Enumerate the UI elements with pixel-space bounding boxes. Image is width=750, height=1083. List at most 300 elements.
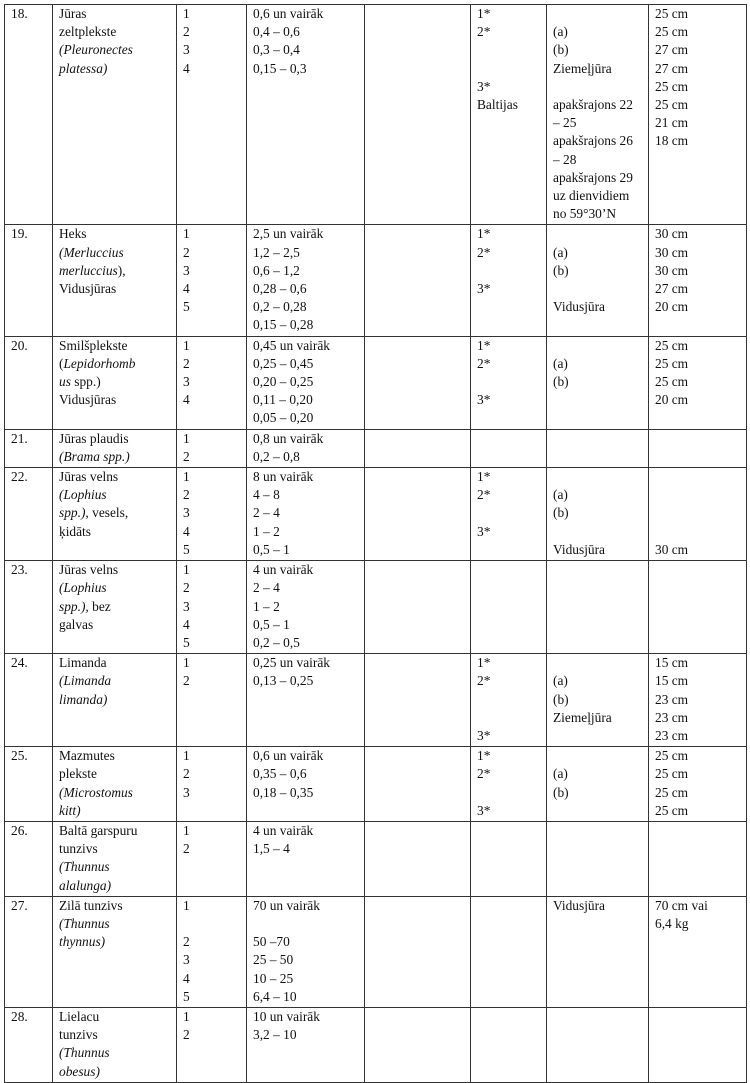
size-category: 2 [183, 24, 190, 40]
weight-range: 0,20 – 0,25 [253, 374, 314, 390]
size-category: 5 [183, 988, 190, 1004]
area-note: Vidusjūra [553, 299, 606, 315]
area-note: (b) [553, 374, 569, 390]
freshness-category-cell [471, 429, 547, 467]
species-name-text: spp.) [59, 505, 86, 521]
weight-range: 25 – 50 [253, 952, 294, 968]
size-category: 2 [183, 673, 190, 689]
species-name-text: Lepidorhomb [63, 355, 136, 371]
minimum-size [655, 504, 746, 522]
species-name-text: Mazmutes [59, 748, 115, 764]
size-category: 3 [183, 262, 190, 278]
blank-column-cell [365, 821, 471, 896]
size-category: 3 [183, 952, 190, 968]
species-name-text: (Thunnus [59, 859, 110, 875]
weight-range: 4 un vairāk [253, 562, 314, 578]
species-name-line [59, 784, 176, 802]
area-note: apakšrajons 29 [553, 169, 633, 185]
minimum-size: 30 cm [655, 244, 689, 260]
species-name-text: platessa) [59, 60, 108, 76]
weight-range: 0,35 – 0,6 [253, 766, 307, 782]
freshness-category: 1* [477, 6, 491, 21]
species-name-line [59, 355, 176, 373]
size-category-cell [177, 654, 247, 747]
table-row [5, 654, 747, 747]
freshness-category: 3* [477, 802, 491, 818]
minimum-size-cell [649, 561, 747, 654]
size-category: 1 [183, 897, 190, 913]
species-name-text: Baltā garspuru [59, 822, 138, 838]
freshness-category-cell [471, 747, 547, 822]
blank-column [371, 468, 470, 486]
blank-column [371, 822, 470, 840]
area-note: uz dienvidiem [553, 188, 630, 204]
area-note-cell [547, 1007, 649, 1082]
species-name-line [59, 5, 176, 23]
area-note-cell [547, 468, 649, 561]
weight-range: 2,5 un vairāk [253, 226, 324, 242]
size-category: 1 [183, 430, 190, 446]
species-name-text: Vidusjūras [59, 281, 117, 297]
table-row [5, 468, 747, 561]
size-category: 4 [183, 60, 190, 76]
freshness-category [477, 60, 546, 78]
minimum-size [655, 561, 746, 579]
weight-range: 2 – 4 [253, 505, 280, 521]
size-category: 2 [183, 487, 190, 503]
freshness-category: 1* [477, 226, 491, 242]
minimum-size: 21 cm [655, 115, 689, 131]
minimum-size [655, 468, 746, 486]
weight-range: 0,3 – 0,4 [253, 42, 300, 58]
weight-range: 3,2 – 10 [253, 1027, 297, 1043]
size-category: 3 [183, 42, 190, 58]
area-note [553, 468, 648, 486]
minimum-size-cell [649, 5, 747, 225]
area-note [553, 430, 648, 448]
row-number-cell [5, 468, 53, 561]
species-name-cell [53, 821, 177, 896]
species-name-text: Heks [59, 226, 87, 242]
species-name-line [59, 262, 176, 280]
minimum-size-cell [649, 896, 747, 1007]
species-name-cell [53, 336, 177, 429]
species-name-text: kitt) [59, 802, 81, 818]
size-category: 1 [183, 1008, 190, 1024]
species-name-text: , vesels, [85, 505, 129, 521]
freshness-category-cell [471, 654, 547, 747]
minimum-size: 25 cm [655, 6, 689, 21]
blank-column [371, 654, 470, 672]
row-number-cell [5, 336, 53, 429]
blank-column [371, 337, 470, 355]
fish-size-table [4, 4, 747, 1083]
weight-range: 0,11 – 0,20 [253, 392, 313, 408]
minimum-size: 27 cm [655, 60, 689, 76]
area-note-cell [547, 896, 649, 1007]
minimum-size: 15 cm [655, 673, 689, 689]
blank-column [371, 225, 470, 243]
weight-range: 0,15 – 0,3 [253, 60, 307, 76]
weight-range-cell [247, 429, 365, 467]
weight-range-cell [247, 747, 365, 822]
blank-column-cell [365, 654, 471, 747]
area-note: – 25 [553, 115, 577, 131]
blank-column-cell [365, 561, 471, 654]
species-name-text: (Pleuronectes [59, 42, 133, 58]
weight-range: 1 – 2 [253, 598, 280, 614]
minimum-size-cell [649, 1007, 747, 1082]
size-category-cell [177, 747, 247, 822]
row-number: 28. [11, 1008, 28, 1024]
table-row [5, 5, 747, 225]
area-note: (a) [553, 24, 568, 40]
weight-range: 0,45 un vairāk [253, 337, 330, 353]
size-category: 2 [183, 766, 190, 782]
minimum-size-cell [649, 468, 747, 561]
species-name-text: zeltplekste [59, 24, 117, 40]
size-category: 1 [183, 226, 190, 242]
area-note: no 59°30’N [553, 206, 617, 222]
weight-range: 0,5 – 1 [253, 541, 290, 557]
weight-range-cell [247, 821, 365, 896]
area-note [553, 78, 648, 96]
size-category: 3 [183, 784, 190, 800]
freshness-category: 2* [477, 487, 491, 503]
species-name-text: spp.) [70, 374, 101, 390]
blank-column-cell [365, 429, 471, 467]
weight-range-cell [247, 225, 365, 336]
freshness-category: 1* [477, 469, 491, 485]
area-note [553, 523, 648, 541]
minimum-size: 27 cm [655, 281, 689, 297]
size-category: 4 [183, 523, 190, 539]
minimum-size: 25 cm [655, 802, 689, 818]
freshness-category [477, 897, 546, 915]
species-name-line [59, 691, 176, 709]
freshness-category: 3* [477, 78, 491, 94]
freshness-category [477, 691, 546, 709]
species-name-cell [53, 896, 177, 1007]
freshness-category [477, 561, 546, 579]
area-note-cell [547, 821, 649, 896]
species-name-text: ķidāts [59, 523, 91, 539]
blank-column [371, 5, 470, 23]
species-name-line [59, 60, 176, 78]
area-note [553, 561, 648, 579]
species-name-line [59, 468, 176, 486]
table-body [5, 5, 747, 1083]
weight-range: 6,4 – 10 [253, 988, 297, 1004]
freshness-category: 1* [477, 337, 491, 353]
species-name-text: ( [59, 355, 64, 371]
blank-column [371, 1008, 470, 1026]
row-number-cell [5, 1007, 53, 1082]
row-number-cell [5, 896, 53, 1007]
freshness-category-cell [471, 896, 547, 1007]
species-name-line [59, 225, 176, 243]
freshness-category [477, 822, 546, 840]
blank-column-cell [365, 336, 471, 429]
weight-range: 8 un vairāk [253, 469, 314, 485]
area-note [553, 1008, 648, 1026]
weight-range: 0,4 – 0,6 [253, 24, 300, 40]
weight-range: 0,13 – 0,25 [253, 673, 314, 689]
species-name-line [59, 244, 176, 262]
row-number: 25. [11, 748, 28, 764]
area-note: (a) [553, 673, 568, 689]
row-number: 18. [11, 6, 28, 21]
minimum-size: 30 cm [655, 541, 689, 557]
species-name-cell [53, 654, 177, 747]
species-name-line [59, 504, 176, 522]
minimum-size [655, 523, 746, 541]
size-category: 2 [183, 580, 190, 596]
freshness-category [477, 784, 546, 802]
species-name-line [59, 337, 176, 355]
blank-column [371, 747, 470, 765]
size-category-cell [177, 821, 247, 896]
minimum-size: 25 cm [655, 24, 689, 40]
species-name-text: alalunga) [59, 877, 112, 893]
minimum-size: 15 cm [655, 655, 689, 671]
species-name-line [59, 280, 176, 298]
minimum-size-cell [649, 429, 747, 467]
weight-range-cell [247, 561, 365, 654]
weight-range: 0,2 – 0,5 [253, 634, 300, 650]
freshness-category: 2* [477, 355, 491, 371]
weight-range: 10 un vairāk [253, 1008, 320, 1024]
minimum-size-cell [649, 821, 747, 896]
species-name-line [59, 747, 176, 765]
species-name-text: Limanda [59, 655, 107, 671]
area-note [553, 654, 648, 672]
minimum-size: 25 cm [655, 766, 689, 782]
species-name-line [59, 897, 176, 915]
freshness-category [477, 709, 546, 727]
minimum-size-cell [649, 336, 747, 429]
weight-range: 0,05 – 0,20 [253, 410, 314, 426]
weight-range: 0,28 – 0,6 [253, 281, 307, 297]
freshness-category: 2* [477, 24, 491, 40]
size-category: 5 [183, 634, 190, 650]
minimum-size: 30 cm [655, 226, 689, 242]
minimum-size: 20 cm [655, 299, 689, 315]
size-category: 3 [183, 505, 190, 521]
area-note: – 28 [553, 151, 577, 167]
row-number: 19. [11, 226, 28, 242]
weight-range-cell [247, 654, 365, 747]
species-name-line [59, 1063, 176, 1081]
freshness-category [477, 430, 546, 448]
size-category-cell [177, 1007, 247, 1082]
freshness-category [477, 41, 546, 59]
minimum-size: 25 cm [655, 355, 689, 371]
row-number-cell [5, 561, 53, 654]
size-category-cell [177, 468, 247, 561]
weight-range: 0,2 – 0,28 [253, 299, 307, 315]
table-row [5, 561, 747, 654]
area-note [553, 822, 648, 840]
area-note: (b) [553, 262, 569, 278]
area-note [553, 280, 648, 298]
area-note [553, 5, 648, 23]
blank-column [371, 561, 470, 579]
freshness-category: 1* [477, 748, 491, 764]
weight-range: 70 un vairāk [253, 897, 320, 913]
species-name-text: (Limanda [59, 673, 112, 689]
minimum-size [655, 1008, 746, 1026]
species-name-line [59, 616, 176, 634]
size-category: 5 [183, 541, 190, 557]
area-note: (a) [553, 766, 568, 782]
species-name-text: tunzivs [59, 841, 98, 857]
row-number-cell [5, 821, 53, 896]
weight-range: 50 –70 [253, 934, 290, 950]
area-note: (a) [553, 244, 568, 260]
minimum-size-cell [649, 225, 747, 336]
species-name-text: us [59, 374, 71, 390]
size-category: 1 [183, 6, 190, 21]
species-name-line [59, 1044, 176, 1062]
weight-range-cell [247, 1007, 365, 1082]
row-number-cell [5, 429, 53, 467]
size-category: 4 [183, 970, 190, 986]
area-note-cell [547, 654, 649, 747]
size-category: 1 [183, 562, 190, 578]
area-note-cell [547, 225, 649, 336]
size-category: 5 [183, 299, 190, 315]
area-note: (b) [553, 42, 569, 58]
freshness-category [477, 1008, 546, 1026]
row-number: 26. [11, 822, 28, 838]
minimum-size: 25 cm [655, 78, 689, 94]
weight-range: 4 un vairāk [253, 822, 314, 838]
species-name-text: Jūras plaudis [59, 430, 129, 446]
species-name-text: (Brama spp.) [59, 448, 130, 464]
species-name-cell [53, 225, 177, 336]
species-name-cell [53, 561, 177, 654]
species-name-line [59, 1008, 176, 1026]
species-name-cell [53, 1007, 177, 1082]
row-number: 20. [11, 337, 28, 353]
area-note: Ziemeļjūra [553, 60, 612, 76]
minimum-size: 25 cm [655, 748, 689, 764]
species-name-line [59, 448, 176, 466]
species-name-text: Jūras velns [59, 562, 119, 578]
area-note-cell [547, 429, 649, 467]
species-name-line [59, 858, 176, 876]
weight-range-cell [247, 896, 365, 1007]
minimum-size: 25 cm [655, 374, 689, 390]
species-name-text: (Merluccius [59, 244, 124, 260]
species-name-text: Vidusjūras [59, 392, 117, 408]
freshness-category-cell [471, 468, 547, 561]
area-note: apakšrajons 26 [553, 133, 633, 149]
minimum-size-cell [649, 747, 747, 822]
species-name-line [59, 915, 176, 933]
weight-range: 0,25 un vairāk [253, 655, 330, 671]
area-note [553, 337, 648, 355]
area-note: Ziemeļjūra [553, 709, 612, 725]
size-category-cell [177, 5, 247, 225]
area-note: Vidusjūra [553, 541, 606, 557]
species-name-line [59, 822, 176, 840]
minimum-size [655, 822, 746, 840]
species-name-line [59, 877, 176, 895]
blank-column-cell [365, 1007, 471, 1082]
area-note: Vidusjūra [553, 897, 606, 913]
species-name-line [59, 654, 176, 672]
species-name-text: thynnus) [59, 934, 106, 950]
table-row [5, 747, 747, 822]
minimum-size-cell [649, 654, 747, 747]
species-name-cell [53, 747, 177, 822]
size-category: 1 [183, 469, 190, 485]
species-name-line [59, 486, 176, 504]
minimum-size: 20 cm [655, 392, 689, 408]
species-name-line [59, 765, 176, 783]
table-row [5, 225, 747, 336]
species-name-text: (Lophius [59, 580, 107, 596]
freshness-category-cell [471, 1007, 547, 1082]
species-name-text: (Thunnus [59, 915, 110, 931]
minimum-size [655, 430, 746, 448]
size-category: 2 [183, 355, 190, 371]
freshness-category-cell [471, 336, 547, 429]
species-name-text: (Thunnus [59, 1045, 110, 1061]
species-name-cell [53, 468, 177, 561]
size-category: 3 [183, 598, 190, 614]
size-category: 1 [183, 748, 190, 764]
size-category-cell [177, 429, 247, 467]
freshness-category [477, 504, 546, 522]
freshness-category [477, 262, 546, 280]
minimum-size: 27 cm [655, 42, 689, 58]
minimum-size [655, 486, 746, 504]
freshness-category: 2* [477, 673, 491, 689]
species-name-line [59, 391, 176, 409]
weight-range: 0,6 un vairāk [253, 748, 324, 764]
species-name-line [59, 840, 176, 858]
freshness-category: Baltijas [477, 97, 518, 113]
minimum-size: 23 cm [655, 709, 689, 725]
size-category: 2 [183, 448, 190, 464]
area-note-cell [547, 747, 649, 822]
area-note: (a) [553, 355, 568, 371]
blank-column [371, 430, 470, 448]
weight-range: 0,15 – 0,28 [253, 317, 314, 333]
species-name-text: Smilšplekste [59, 337, 128, 353]
size-category: 1 [183, 655, 190, 671]
area-note: (b) [553, 784, 569, 800]
species-name-text: ), [117, 262, 126, 278]
area-note: (b) [553, 505, 569, 521]
size-category: 2 [183, 934, 190, 950]
species-name-line [59, 598, 176, 616]
blank-column-cell [365, 468, 471, 561]
table-row [5, 429, 747, 467]
weight-range: 1,5 – 4 [253, 841, 290, 857]
blank-column-cell [365, 896, 471, 1007]
freshness-category-cell [471, 821, 547, 896]
area-note: apakšrajons 22 [553, 97, 633, 113]
species-name-text: (Lophius [59, 487, 107, 503]
area-note-cell [547, 561, 649, 654]
minimum-size: 70 cm vai [655, 897, 708, 913]
row-number: 21. [11, 430, 28, 446]
minimum-size: 23 cm [655, 691, 689, 707]
